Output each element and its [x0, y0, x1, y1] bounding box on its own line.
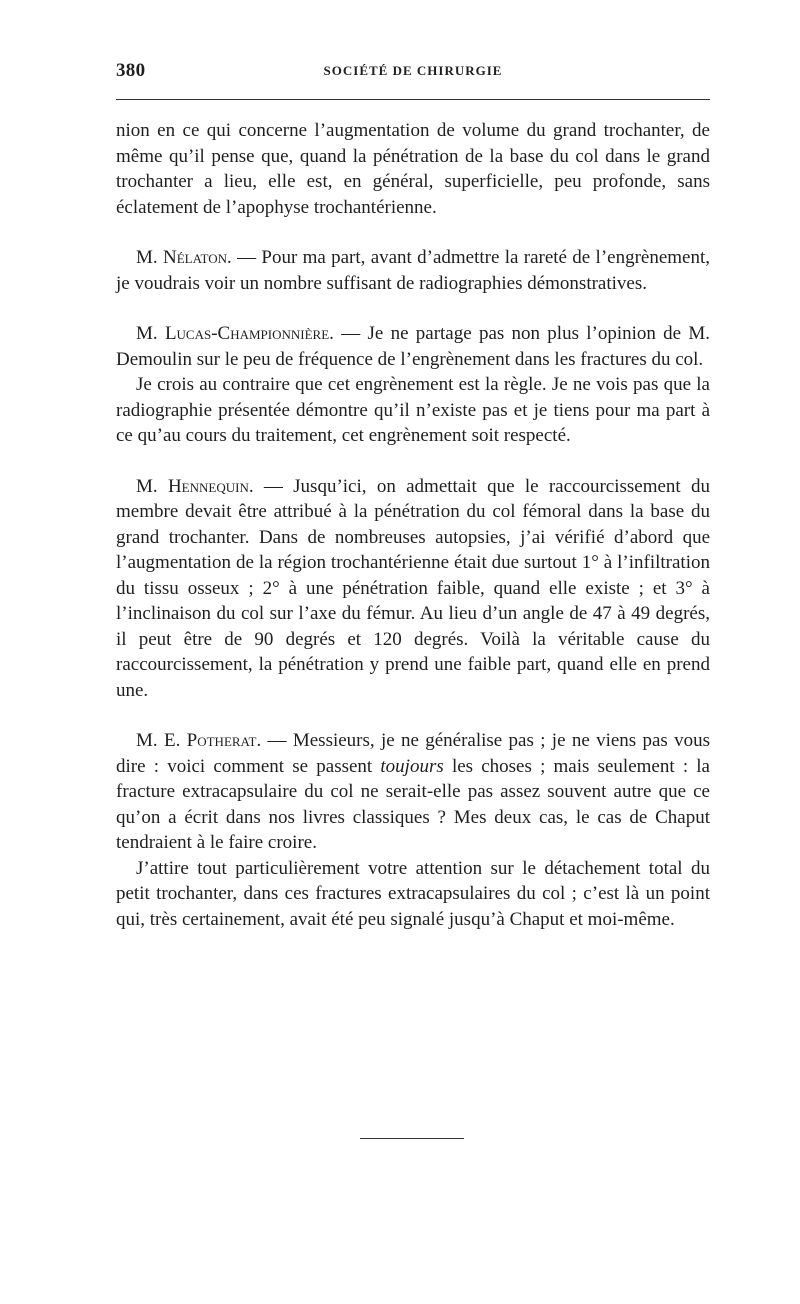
speaker-name: Nélaton.	[162, 247, 232, 268]
section-end-rule	[360, 1138, 464, 1139]
paragraph-text: les choses ; mais seulement : la fracture extracapsulaire du col ne serait-elle pas assez souvent autre que ce qu’on a écrit dans nos livres classiques ? Mes deux cas, le cas de Chaput tendraient à le faire croire.	[116, 755, 710, 853]
emphasis-text: toujours	[380, 755, 444, 777]
page-number: 380	[116, 60, 146, 81]
paragraph-potherat	[116, 728, 710, 856]
paragraph-text: — Messieurs, je ne généralise pas ; je ne viens pas vous dire : voici comment se passent	[116, 730, 711, 777]
speaker-name: Potherat.	[186, 730, 262, 751]
paragraph-text: — Je ne partage pas non plus l’opinion de M. Demoulin sur le peu de fréquence de l’engrènement dans les fractures du col.	[116, 323, 711, 370]
page-header	[116, 60, 710, 90]
paragraph-potherat-continued	[116, 856, 710, 933]
speaker-name: Hennequin.	[167, 475, 254, 497]
paragraph-text: Je crois au contraire que cet engrènement est la règle. Je ne vois pas que la radiographie présentée démontre qu’il n’existe pas et je tiens pour ma part à ce qu’au cours du traitement, cet engrènement soit respecté.	[116, 374, 710, 446]
paragraph-nelaton	[116, 245, 710, 296]
paragraph-text: — Pour ma part, avant d’admettre la rareté de l’engrènement, je voudrais voir un nombre suffisant de radiographies démonstratives.	[116, 247, 711, 294]
speaker-name: Lucas-Championnière.	[164, 323, 334, 344]
paragraph-text: nion en ce qui concerne l’augmentation de volume du grand trochanter, de même qu’il pense que, quand la pénétration de la base du col dans le grand trochanter a lieu, elle est, en général, superficielle, peu profonde, sans éclatement de l’apophyse trochantérienne.	[116, 120, 710, 218]
header-rule	[116, 99, 710, 100]
running-title: SOCIÉTÉ DE CHIRURGIE	[323, 63, 503, 78]
paragraph-lucas-championniere-continued	[116, 372, 710, 449]
speaker-prefix: M.	[136, 323, 158, 344]
paragraph-continuation	[116, 118, 710, 220]
paragraph-lucas-championniere	[116, 321, 710, 372]
paragraph-text: — Jusqu’ici, on admettait que le raccourcissement du membre devait être attribué à la pénétration du col fémoral dans la base du grand trochanter. Dans de nombreuses autopsies, j’ai vérifié d’abord que l’augmentation de la région trochantérienne était due surtout 1° à l’infiltration du tissu osseux ; 2° à une pénétration faible, quand elle existe ; et 3° à l’inclinaison du col sur l’axe du fémur. Au lieu d’un angle de 47 à 49 degrés, il peut être de 90 degrés et 120 degrés. Voilà la véritable cause du raccourcissement, la pénétration y prend une faible part, quand elle en prend une.	[116, 475, 711, 701]
page-body	[116, 118, 710, 932]
speaker-prefix: M.	[136, 247, 158, 268]
paragraph-text: J’attire tout particulièrement votre attention sur le détachement total du petit trochanter, dans ces fractures extracapsulaires du col ; c’est là un point qui, très certainement, avait été peu signalé jusqu’à Chaput et moi-même.	[116, 857, 710, 930]
speaker-prefix: M.	[136, 475, 158, 497]
speaker-prefix: M. E.	[136, 730, 181, 751]
paragraph-hennequin	[116, 474, 710, 704]
